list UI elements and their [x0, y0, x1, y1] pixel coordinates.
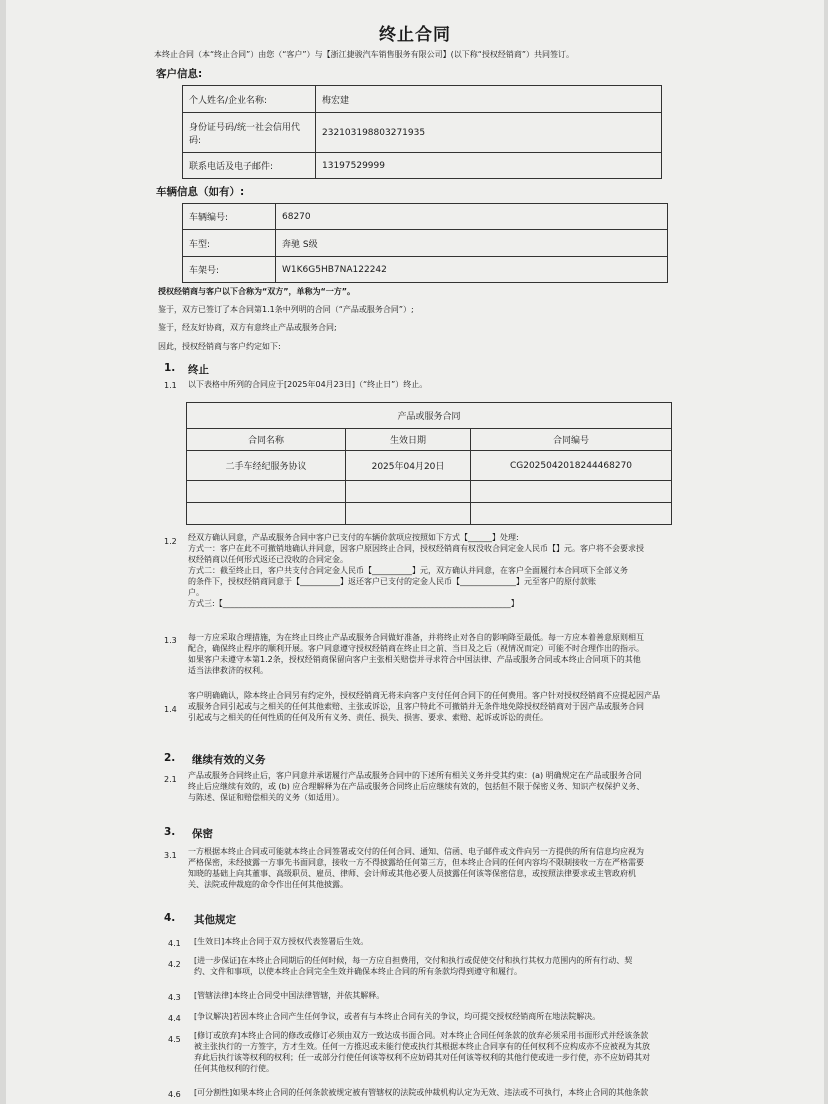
section-2-title: 继续有效的义务 [192, 754, 266, 766]
clause-number: 3.1 [164, 851, 177, 860]
clause-line: 一方根据本终止合同或可能就本终止合同签署或交付的任何合同、通知、信函、电子邮件或文件向另一方提供的所有信息均应视为 [188, 847, 644, 856]
clause-line: 的条件下，授权经销商同意于【__________】返还客户已支付的定金人民币【______________】元至客户的原付款账 [188, 577, 596, 586]
table-cell: CG2025042018244468270 [471, 451, 672, 481]
clause-number: 4.2 [168, 960, 181, 969]
clause-2-1 [188, 770, 644, 803]
vehicle-label: 车型: [183, 230, 276, 257]
section-4-number: 4. [164, 912, 176, 924]
clause-line: 或服务合同引起或与之相关的任何其他索赔、主张或诉讼，且客户特此不可撤销并无条件地免除授权经销商对于因产品或服务合同 [188, 702, 644, 711]
preamble-line: 鉴于，经友好协商，双方有意终止产品或服务合同; [158, 323, 337, 332]
section-1-number: 1. [164, 362, 176, 374]
contracts-table [186, 402, 672, 525]
clause-line: 任何其他权利的行使。 [194, 1064, 274, 1073]
vehicle-label: 车架号: [183, 257, 276, 283]
clause-line: [争议解决]若因本终止合同产生任何争议，或者有与本终止合同有关的争议，均可提交授权经销商所在地法院解决。 [194, 1012, 601, 1021]
clause-line: 引起或与之相关的任何性质的任何及所有义务、责任、损失、损害、要求、索赔、起诉或诉讼的责任。 [188, 713, 548, 722]
clause-1-1-text: 以下表格中所列的合同应于[2025年04月23日]（“终止日”）终止。 [188, 380, 428, 389]
clause-line: [进一步保证]在本终止合同期后的任何时候，每一方应自担费用，交付和执行或促使交付和执行其权力范围内的所有行动、契 [194, 956, 633, 965]
clause-line: 权经销商以任何形式返还已没收的合同定金。 [188, 555, 348, 564]
clause-line: 被主张执行的一方签字，方才生效。任何一方推迟或未能行使或执行其根据本终止合同享有的任何权利不应构成亦不应被视为其放 [194, 1042, 650, 1051]
clause-line: 每一方应采取合理措施，为在终止日终止产品或服务合同做好准备，并将终止对各自的影响降至最低。每一方应本着善意原则相互 [188, 633, 644, 642]
table-header: 合同名称 [187, 429, 346, 451]
customer-value: 13197529999 [316, 153, 662, 179]
clause-4-1 [194, 936, 368, 947]
vehicle-value: 68270 [276, 204, 668, 230]
section-3-title: 保密 [192, 828, 213, 840]
clause-number: 4.6 [168, 1090, 181, 1099]
clause-number: 4.4 [168, 1014, 181, 1023]
preamble-line: 鉴于，双方已签订了本合同第1.1条中列明的合同（“产品或服务合同”）; [158, 305, 414, 314]
clause-1-2 [188, 532, 644, 609]
clause-4-2 [194, 955, 632, 977]
clause-number: 1.2 [164, 537, 177, 546]
clause-number: 1.3 [164, 636, 177, 645]
clause-line: 方式二：截至终止日，客户共支付合同定金人民币【__________】元，双方确认并同意，在客户全面履行本合同项下全部义务 [188, 566, 628, 575]
clause-line: 客户明确确认，除本终止合同另有约定外，授权经销商无将未向客户支付任何合同下的任何费用。客户针对授权经销商不应提起因产品 [188, 691, 660, 700]
clause-line: 配合，确保终止程序的顺利开展。客户同意遵守授权经销商在终止日之前、当日及之后（视情况而定）可能不时合理作出的指示。 [188, 644, 644, 653]
clause-line: 知晓的基础上向其董事、高级职员、雇员、律师、会计师或其他必要人员披露任何该等保密信息，或按照法律要求或主管政府机 [188, 869, 636, 878]
table-cell: 2025年04月20日 [346, 451, 471, 481]
clause-line: 如果客户未遵守本第1.2条，授权经销商保留向客户主张相关赔偿并寻求符合中国法律、产品或服务合同或本终止合同项下的其他 [188, 655, 641, 664]
customer-table [182, 85, 662, 179]
clause-line: 终止后应继续有效的，或 (b) 应合理解释为在产品或服务合同终止后应继续有效的，包括但不限于保密义务、知识产权保护义务、 [188, 782, 645, 791]
clause-number: 2.1 [164, 775, 177, 784]
clause-line: 户。 [188, 588, 204, 597]
clause-line: [修订或放弃]本终止合同的修改或修订必须由双方一致达成书面合同。对本终止合同任何条款的放弃必须采用书面形式并经该条款 [194, 1031, 649, 1040]
clause-number: 1.1 [164, 381, 177, 390]
clause-1-3 [188, 632, 644, 676]
preamble-line: 授权经销商与客户以下合称为“双方”，单称为“一方”。 [158, 287, 356, 296]
clause-line: [管辖法律]本终止合同受中国法律管辖，并依其解释。 [194, 991, 385, 1000]
clause-line: [生效日]本终止合同于双方授权代表签署后生效。 [194, 937, 369, 946]
clause-line: 严格保密，未经披露一方事先书面同意，接收一方不得披露给任何第三方，但本终止合同的任何内容均不限制接收一方在严格需要 [188, 858, 644, 867]
clause-line: 弃此后执行该等权利的权利；任一或部分行使任何该等权利不应妨碍其对任何该等权利的其他行使或进一步行使，亦不应妨碍其对 [194, 1053, 650, 1062]
vehicle-value: W1K6G5HB7NA122242 [276, 257, 668, 283]
clause-4-4 [194, 1011, 600, 1022]
preamble-line: 因此，授权经销商与客户约定如下: [158, 342, 281, 351]
document-title: 终止合同 [379, 25, 451, 45]
clause-line: 关、法院或仲裁庭的命令作出任何其他披露。 [188, 880, 348, 889]
clause-line: [可分割性]如果本终止合同的任何条款被规定被有管辖权的法院或仲裁机构认定为无效、违法或不可执行，本终止合同的其他条款 [194, 1088, 649, 1097]
clause-4-3 [194, 990, 384, 1001]
clause-line: 约、文件和事项，以使本终止合同完全生效并确保本终止合同的所有条款均得到遵守和履行。 [194, 967, 522, 976]
customer-heading: 客户信息: [156, 68, 203, 80]
table-header: 合同编号 [471, 429, 672, 451]
vehicle-table [182, 203, 668, 283]
vehicle-heading: 车辆信息（如有）: [156, 186, 245, 198]
customer-label: 身份证号码/统一社会信用代码: [183, 113, 316, 153]
clause-1-4 [188, 690, 660, 723]
document-page [6, 0, 824, 1104]
clause-number: 4.5 [168, 1035, 181, 1044]
clause-number: 4.3 [168, 993, 181, 1002]
clause-4-6 [194, 1087, 648, 1098]
clause-number: 4.1 [168, 939, 181, 948]
table-cell: 二手车经纪服务协议 [187, 451, 346, 481]
customer-label: 个人姓名/企业名称: [183, 86, 316, 113]
clause-line: 经双方确认同意，产品或服务合同中客户已支付的车辆价款项应按照如下方式【______】处理: [188, 533, 519, 542]
table-caption: 产品或服务合同 [187, 403, 672, 429]
customer-value: 梅宏建 [316, 86, 662, 113]
intro-text: 本终止合同（本“终止合同”）由您（“客户”）与【浙江捷骏汽车销售服务有限公司】(以下称“授权经销商”）共同签订。 [154, 50, 574, 59]
customer-value: 232103198803271935 [316, 113, 662, 153]
vehicle-label: 车辆编号: [183, 204, 276, 230]
section-2-number: 2. [164, 752, 176, 764]
clause-line: 产品或服务合同终止后，客户同意并承诺履行产品或服务合同中的下述所有相关义务并受其约束：(a) 明确规定在产品或服务合同 [188, 771, 642, 780]
clause-3-1 [188, 846, 644, 890]
customer-label: 联系电话及电子邮件: [183, 153, 316, 179]
clause-line: 适当法律救济的权利。 [188, 666, 268, 675]
clause-4-5 [194, 1030, 650, 1074]
table-header: 生效日期 [346, 429, 471, 451]
clause-line: 方式一：客户在此不可撤销地确认并同意，因客户原因终止合同，授权经销商有权没收合同定金人民币【】元。客户将不会要求授 [188, 544, 644, 553]
section-4-title: 其他规定 [194, 914, 236, 926]
section-3-number: 3. [164, 826, 176, 838]
clause-line: 与陈述、保证和赔偿相关的义务（如适用）。 [188, 793, 344, 802]
clause-number: 1.4 [164, 705, 177, 714]
clause-line: 方式三:【________________________________________________________________________】 [188, 599, 519, 608]
section-1-title: 终止 [188, 364, 209, 376]
vehicle-value: 奔驰 S级 [276, 230, 668, 257]
